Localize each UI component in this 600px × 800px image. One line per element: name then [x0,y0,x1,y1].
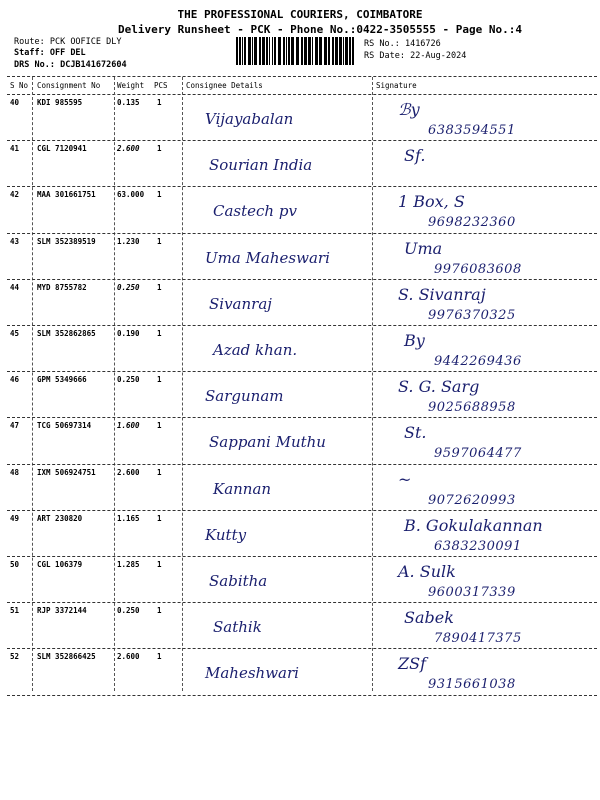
row-divider [7,602,597,603]
row-pcs: 1 [157,236,162,246]
barcode-bar [266,37,268,65]
row-signature [404,331,594,369]
row-consignment-no: IXM 506924751 [37,467,96,477]
signature-phone: 6383594551 [428,123,516,138]
row-divider [7,417,597,418]
row-pcs: 1 [157,652,162,662]
row-signature [398,100,588,138]
row-sno: 51 [10,606,20,616]
signature-mark: By [404,331,425,350]
row-divider [7,140,597,141]
row-signature [398,285,588,323]
row-consignment-no: MYD 8755782 [37,282,87,292]
drs-label: DRS No.: [14,60,55,70]
barcode-bar [308,37,311,65]
signature-phone: 9025688958 [428,400,516,416]
row-consignment-no: TCG 50697314 [37,421,92,431]
barcode-bar [345,37,348,65]
row-consignment-no: GPM 5349666 [37,375,87,385]
barcode-bar [335,37,338,65]
signature-mark: S. Sivanraj [398,284,486,304]
row-weight: 0.135 [117,98,140,107]
row-weight: 0.250 [117,606,140,616]
row-signature [404,239,594,277]
row-signature [404,423,594,461]
row-sno: 50 [10,560,20,569]
document-subtitle: Delivery Runsheet - PCK - Phone No.:0422-3505555 - Page No.:4 [118,23,522,36]
staff-line [14,48,86,58]
barcode-bar [269,37,270,65]
col-header-consignee: Consignee Details [186,81,263,90]
barcode-bar [352,37,354,65]
row-divider [7,279,597,280]
col-header-pcs: PCS [154,81,168,90]
rs-no-line [364,39,441,49]
barcode-bar [319,37,322,65]
signature-phone: 9976370325 [428,307,516,323]
row-consignee-name: Sabitha [209,572,268,590]
row-consignment-no: SLM 352866425 [37,652,96,662]
row-consignee-name: Sivanraj [209,294,272,313]
row-weight: 2.600 [117,144,140,154]
barcode-bar [296,37,299,65]
signature-phone: 7890417375 [434,631,522,647]
row-sno: 49 [10,513,20,523]
barcode-bar [239,37,241,65]
row-weight: 0.250 [117,282,140,292]
row-consignee-name: Azad khan. [213,341,298,359]
row-consignee-name: Sourian India [209,156,313,175]
barcode-bar [332,37,334,65]
barcode-bar [236,37,238,65]
row-sno: 44 [10,282,20,292]
row-consignee-name: Castech pv [213,202,297,221]
barcode-bar [262,37,265,65]
row-signature [404,146,594,184]
row-pcs: 1 [157,144,162,154]
barcode-bar [324,37,327,65]
signature-mark: Uma [404,238,443,258]
row-weight: 1.165 [117,513,140,523]
col-header-consignment: Consignment No [37,81,101,90]
barcode-bar [248,37,251,65]
row-pcs: 1 [157,282,162,292]
barcode-bar [312,37,313,65]
barcode-bar [343,37,344,65]
signature-phone: 9600317339 [428,585,516,600]
signature-phone: 9072620993 [428,492,516,508]
row-consignee-name: Vijayabalan [205,110,294,128]
row-pcs: 1 [157,375,162,385]
row-consignee-name: Kannan [213,479,272,498]
route-label: Route: [14,37,45,47]
barcode-bar [288,37,290,65]
barcode-bar [259,37,261,65]
col-header-sno: S No [10,81,29,90]
rs-date-line [364,51,466,61]
row-divider [7,371,597,372]
column-divider [182,77,183,691]
barcode [236,37,356,65]
row-pcs: 1 [157,467,162,477]
row-pcs: 1 [157,513,162,523]
table-header-rule [7,94,597,95]
row-consignee-name: Maheshwari [205,664,299,683]
signature-mark: ~ [398,469,412,489]
row-pcs: 1 [157,329,162,338]
row-sno: 48 [10,467,20,477]
row-sno: 47 [10,421,20,431]
barcode-bar [291,37,294,65]
row-divider [7,325,597,326]
barcode-bar [328,37,330,65]
row-sno: 40 [10,98,20,107]
barcode-bar [244,37,246,65]
barcode-bar [304,37,307,65]
row-consignment-no: CGL 7120941 [37,144,87,154]
barcode-bar [274,37,276,65]
row-signature [398,562,588,600]
signature-phone: 9698232360 [428,215,516,231]
barcode-bar [252,37,253,65]
signature-mark: Sabek [404,608,454,628]
row-pcs: 1 [157,98,162,107]
rs-no-value: 1416726 [404,39,441,49]
barcode-bar [349,37,351,65]
row-sno: 45 [10,329,20,338]
rs-date-value: 22-Aug-2024 [410,51,467,61]
barcode-bar [301,37,303,65]
rs-no-label: RS No.: [364,39,400,49]
row-weight: 2.600 [117,652,140,662]
route-value: PCK OOFICE DLY [49,37,122,47]
row-consignment-no: SLM 352389519 [37,236,96,246]
signature-mark: Sf. [404,146,426,166]
row-signature [404,608,594,646]
row-weight: 63.000 [117,190,145,200]
signature-phone: 9315661038 [428,677,516,693]
row-signature [398,470,588,508]
row-divider [7,186,597,187]
signature-mark: A. Sulk [398,562,456,581]
row-sno: 42 [10,190,20,200]
row-sno: 46 [10,375,20,385]
col-header-weight: Weight [117,81,145,90]
row-sno: 52 [10,652,20,662]
row-sno: 41 [10,144,20,154]
signature-mark: St. [404,423,427,443]
signature-phone: 9442269436 [434,354,522,369]
row-divider [7,695,597,696]
signature-mark: B. Gokulakannan [404,515,543,535]
row-signature [398,192,588,230]
row-weight: 1.600 [117,421,140,431]
row-consignment-no: ART 230820 [37,513,83,523]
barcode-bar [339,37,342,65]
row-consignment-no: CGL 106379 [37,560,83,569]
rs-date-label: RS Date: [364,51,405,61]
column-divider [372,77,373,691]
row-consignment-no: KDI 985595 [37,98,83,107]
row-consignee-name: Sargunam [205,387,284,406]
row-weight: 0.250 [117,375,140,385]
drs-value: DCJB141672604 [60,60,127,70]
row-signature [404,516,594,554]
row-consignment-no: RJP 3372144 [37,606,87,616]
drs-line [14,60,127,70]
staff-label: Staff: [14,48,45,58]
signature-phone: 6383230091 [434,538,522,554]
row-consignee-name: Kutty [205,525,247,544]
row-divider [7,233,597,234]
table-top-rule [7,76,597,77]
route-line [14,37,122,47]
signature-mark: ZSf [398,654,426,674]
row-divider [7,510,597,511]
row-signature [398,377,588,415]
column-divider [32,77,33,691]
row-consignee-name: Uma Maheswari [205,248,330,267]
barcode-bar [283,37,285,65]
barcode-bar [278,37,281,65]
row-divider [7,648,597,649]
row-divider [7,464,597,465]
row-weight: 1.285 [117,560,140,569]
barcode-bar [315,37,318,65]
row-weight: 1.230 [117,236,140,246]
barcode-bar [272,37,273,65]
row-signature [398,654,588,692]
column-divider [114,77,115,691]
row-sno: 43 [10,236,20,246]
row-consignee-name: Sappani Muthu [209,433,326,452]
signature-mark: ℬy [398,100,420,119]
col-header-signature: Signature [376,81,417,90]
row-weight: 2.600 [117,467,140,477]
row-consignee-name: Sathik [213,618,262,637]
signature-mark: 1 Box, S [398,192,465,212]
row-divider [7,556,597,557]
row-pcs: 1 [157,421,162,431]
row-pcs: 1 [157,560,162,569]
barcode-bar [242,37,243,65]
document-title: THE PROFESSIONAL COURIERS, COIMBATORE [177,8,423,21]
barcode-bar [286,37,287,65]
row-consignment-no: MAA 301661751 [37,190,96,200]
signature-mark: S. G. Sarg [398,377,480,397]
row-consignment-no: SLM 352862865 [37,329,96,338]
row-pcs: 1 [157,190,162,200]
signature-phone: 9597064477 [434,446,522,462]
staff-value: OFF DEL [49,48,86,58]
barcode-bar [254,37,257,65]
row-pcs: 1 [157,606,162,616]
signature-phone: 9976083608 [434,261,522,277]
row-weight: 0.190 [117,329,140,338]
